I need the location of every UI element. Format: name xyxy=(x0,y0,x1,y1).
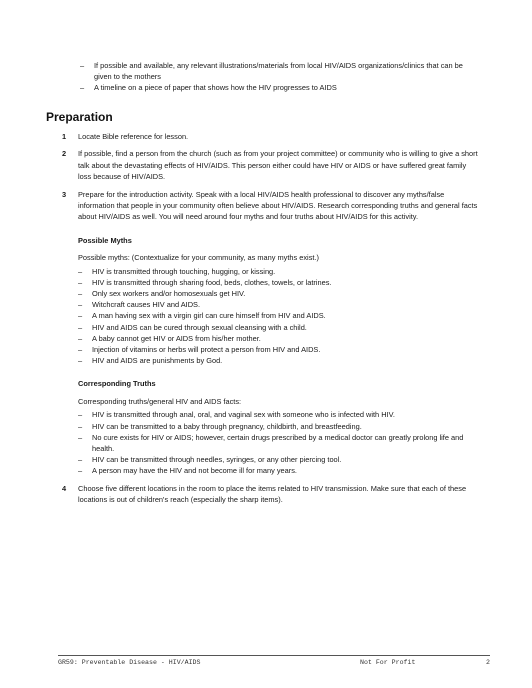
list-item-text: HIV can be transmitted to a baby through pregnancy, childbirth, and breastfeeding. xyxy=(92,421,362,431)
dash-bullet: – xyxy=(78,356,83,366)
list-item-text: HIV and AIDS are punishments by God. xyxy=(92,356,223,366)
list-item xyxy=(78,465,480,476)
list-item-text: Witchcraft causes HIV and AIDS. xyxy=(92,300,201,310)
list-item-text: A person may have the HIV and not become ill for many years. xyxy=(92,466,297,476)
list-item-text: A man having sex with a virgin girl can cure himself from HIV and AIDS. xyxy=(92,311,326,321)
list-item xyxy=(78,432,480,454)
list-item xyxy=(78,288,480,299)
truths-intro: Corresponding truths/general HIV and AIDS facts: xyxy=(78,396,242,406)
preparation-steps xyxy=(60,131,480,505)
list-item-text: HIV and AIDS can be cured through sexual cleansing with a child. xyxy=(92,322,307,332)
truths-list xyxy=(78,409,480,476)
step-number: 3 xyxy=(62,189,67,199)
list-item xyxy=(80,60,480,82)
list-item xyxy=(78,355,480,366)
list-item-text: HIV is transmitted through anal, oral, and vaginal sex with someone who is infected with HIV. xyxy=(92,410,395,420)
footer-notice: Not For Profit xyxy=(360,659,416,666)
dash-bullet: – xyxy=(78,455,83,465)
step-text: Locate Bible reference for lesson. xyxy=(78,132,189,141)
materials-list xyxy=(80,60,480,93)
list-item-text: A baby cannot get HIV or AIDS from his/her mother. xyxy=(92,333,261,343)
list-item-text: HIV can be transmitted through needles, syringes, or any other piercing tool. xyxy=(92,455,342,465)
dash-bullet: – xyxy=(78,300,83,310)
myths-list xyxy=(78,266,480,367)
myths-heading: Possible Myths xyxy=(78,235,132,245)
step-text: If possible, find a person from the church (such as from your project committee) or community who is willing to give a short talk about the devastating effects of HIV/AIDS. This person either could have HIV or AIDS or have suffered great family loss because of HIV/AIDS. xyxy=(78,149,478,182)
dash-bullet: – xyxy=(78,410,83,420)
footer-title: GR59: Preventable Disease - HIV/AIDS xyxy=(58,659,201,666)
step-number: 4 xyxy=(62,483,67,493)
list-item xyxy=(78,266,480,277)
step-number: 1 xyxy=(62,132,67,141)
list-item xyxy=(78,299,480,310)
dash-bullet: – xyxy=(78,333,83,343)
list-item-text: No cure exists for HIV or AIDS; however, certain drugs prescribed by a medical doctor can greatly prolong life and health. xyxy=(92,432,464,453)
step-text: Choose five different locations in the room to place the items related to HIV transmission. Make sure that each of these locations is out of children's reach (especially the sharp items). xyxy=(78,483,467,504)
list-item xyxy=(78,344,480,355)
dash-bullet: – xyxy=(78,266,83,276)
list-item xyxy=(80,82,480,93)
step-4 xyxy=(60,483,480,506)
list-item xyxy=(78,322,480,333)
list-item xyxy=(78,333,480,344)
dash-bullet: – xyxy=(78,421,83,431)
step-text: Prepare for the introduction activity. Speak with a local HIV/AIDS health professional to discover any myths/false information that people in your community often believe about HIV/AIDS. Research corresponding truths and general facts about HIV/AIDS as well. You will need around four myths and four truths about HIV/AIDS for this activity. xyxy=(78,189,478,222)
list-item xyxy=(78,277,480,288)
list-item-text: A timeline on a piece of paper that shows how the HIV progresses to AIDS xyxy=(94,83,337,92)
step-2 xyxy=(60,148,480,182)
list-item xyxy=(78,421,480,432)
footer-divider xyxy=(58,655,490,656)
section-heading: Preparation xyxy=(46,110,113,124)
step-3 xyxy=(60,189,480,477)
truths-heading: Corresponding Truths xyxy=(78,379,156,389)
dash-bullet: – xyxy=(78,311,83,321)
dash-bullet: – xyxy=(78,432,83,442)
list-item-text: Only sex workers and/or homosexuals get HIV. xyxy=(92,289,246,299)
list-item-text: Injection of vitamins or herbs will protect a person from HIV and AIDS. xyxy=(92,345,321,355)
list-item xyxy=(78,310,480,321)
list-item-text: HIV is transmitted through sharing food, beds, clothes, towels, or latrines. xyxy=(92,277,332,287)
step-number: 2 xyxy=(62,149,67,159)
list-item-text: If possible and available, any relevant illustrations/materials from local HIV/AIDS organizations/clinics that can be given to the mothers xyxy=(94,61,463,81)
page-number: 2 xyxy=(486,659,490,666)
list-item-text: HIV is transmitted through touching, hugging, or kissing. xyxy=(92,266,276,276)
myths-intro: Possible myths: (Contextualize for your community, as many myths exist.) xyxy=(78,253,319,263)
dash-bullet: – xyxy=(80,83,85,92)
dash-bullet: – xyxy=(78,289,83,299)
dash-bullet: – xyxy=(78,345,83,355)
dash-bullet: – xyxy=(78,466,83,476)
dash-bullet: – xyxy=(80,61,85,70)
list-item xyxy=(78,454,480,465)
dash-bullet: – xyxy=(78,277,83,287)
step-1 xyxy=(60,131,480,142)
list-item xyxy=(78,409,480,420)
dash-bullet: – xyxy=(78,322,83,332)
